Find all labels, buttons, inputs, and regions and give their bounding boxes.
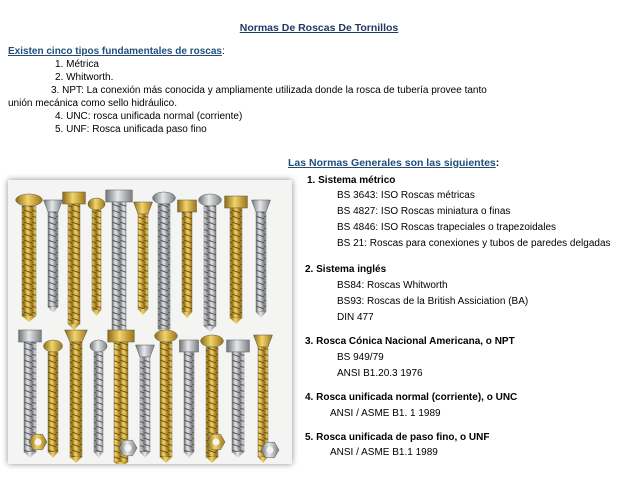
screw-tip-icon <box>140 452 150 458</box>
page-title: Normas De Roscas De Tornillos <box>239 22 399 34</box>
norms-heading: Las Normas Generales son las siguientes <box>288 157 496 169</box>
screws-illustration <box>8 180 292 464</box>
screw-tip-icon <box>114 462 128 464</box>
screw-shank-icon <box>184 352 194 452</box>
intro-heading: Existen cinco tipos fundamentales de roscas <box>8 46 222 57</box>
intro-colon: : <box>221 46 225 57</box>
section-title-npt: 3. Rosca Cónica Nacional Americana, o NPT <box>305 336 515 347</box>
screw-shank-icon <box>230 208 242 318</box>
screw-shank-icon <box>182 212 192 312</box>
screw-tip-icon <box>68 324 80 330</box>
screw-tip-icon <box>24 452 36 458</box>
screw-tip-icon <box>204 326 216 332</box>
screw-shank-icon <box>204 206 216 326</box>
nut-hole-icon <box>213 439 220 446</box>
screw-shank-icon <box>112 202 126 332</box>
screw-head-icon <box>201 335 224 347</box>
screw-shank-icon <box>22 206 36 316</box>
countersunk-head-icon <box>136 345 155 357</box>
countersunk-head-icon <box>134 202 153 214</box>
screw-tip-icon <box>256 312 266 318</box>
norm-item: BS 21: Roscas para conexiones y tubos de paredes delgadas <box>337 238 611 249</box>
bolt-head-icon <box>106 190 133 202</box>
norm-item: DIN 477 <box>337 312 374 323</box>
screw-tip-icon <box>160 457 172 463</box>
screw-shank-icon <box>92 210 101 310</box>
norms-colon: : <box>495 157 500 169</box>
nut-hole-icon <box>125 445 132 452</box>
bolt-head-icon <box>178 200 197 212</box>
countersunk-head-icon <box>252 200 271 212</box>
screw-head-icon <box>88 198 105 210</box>
screw-tip-icon <box>92 310 101 316</box>
screw-tip-icon <box>94 452 103 458</box>
bolt-head-icon <box>225 196 248 208</box>
section-title-unc: 4. Rosca unificada normal (corriente), o UNC <box>305 392 518 403</box>
norm-item: BS 949/79 <box>337 352 384 363</box>
screw-shank-icon <box>140 357 150 452</box>
screw-shank-icon <box>70 342 82 457</box>
screw-tip-icon <box>232 452 244 458</box>
bolt-head-icon <box>180 340 199 352</box>
intro-item: 2. Whitworth. <box>55 72 114 83</box>
screw-tip-icon <box>182 312 192 318</box>
norm-item: BS84: Roscas Whitworth <box>337 280 448 291</box>
norm-item: BS 4846: ISO Roscas trapeciales o trapezoidales <box>337 222 557 233</box>
countersunk-head-icon <box>44 200 63 212</box>
intro-heading-line <box>8 46 225 58</box>
norm-item: BS 4827: ISO Roscas miniatura o finas <box>337 206 511 217</box>
screw-shank-icon <box>138 214 148 309</box>
screw-shank-icon <box>160 342 172 457</box>
screw-shank-icon <box>94 352 103 452</box>
screw-head-icon <box>155 330 178 342</box>
screw-tip-icon <box>70 457 82 463</box>
intro-item: 4. UNC: rosca unificada normal (corriente) <box>55 111 243 122</box>
screw-head-icon <box>199 194 222 206</box>
intro-item: 1. Métrica <box>55 59 99 70</box>
screw-tip-icon <box>48 307 58 313</box>
bolt-head-icon <box>63 192 86 204</box>
norm-item: ANSI B1.20.3 1976 <box>337 368 423 379</box>
nut-hole-icon <box>267 447 274 454</box>
screw-tip-icon <box>138 309 148 315</box>
norms-heading-line <box>288 157 499 169</box>
norm-item: BS 3643: ISO Roscas métricas <box>337 190 475 201</box>
nut-hole-icon <box>35 439 42 446</box>
bolt-head-icon <box>108 330 135 342</box>
screw-shank-icon <box>68 204 80 324</box>
screw-tip-icon <box>184 452 194 458</box>
section-title-metric: 1. Sistema métrico <box>307 175 396 186</box>
norm-item: ANSI / ASME B1. 1 1989 <box>330 408 441 419</box>
bolt-head-icon <box>19 330 42 342</box>
section-title-english: 2. Sistema inglés <box>305 264 387 275</box>
screw-tip-icon <box>48 452 58 458</box>
norm-item: BS93: Roscas de la British Assiciation (BA) <box>337 296 529 307</box>
section-title-unf: 5. Rosca unificada de paso fino, o UNF <box>305 432 490 443</box>
countersunk-head-icon <box>254 335 273 347</box>
screw-head-icon <box>16 194 43 206</box>
intro-item: 5. UNF: Rosca unificada paso fino <box>55 124 207 135</box>
intro-item: 3. NPT: La conexión más conocida y ampliamente utilizada donde la rosca de tubería provee tanto <box>51 85 487 96</box>
screw-head-icon <box>90 340 107 352</box>
screw-shank-icon <box>256 212 266 312</box>
screws-photo <box>8 180 292 464</box>
screw-tip-icon <box>206 457 218 463</box>
screw-head-icon <box>44 340 63 352</box>
screw-tip-icon <box>230 318 242 324</box>
screw-shank-icon <box>232 352 244 452</box>
screw-shank-icon <box>48 352 58 452</box>
screw-shank-icon <box>158 204 170 329</box>
screw-tip-icon <box>22 316 36 322</box>
bolt-head-icon <box>227 340 250 352</box>
intro-item: unión mecánica como sello hidráulico. <box>8 98 177 109</box>
screw-shank-icon <box>258 347 268 457</box>
countersunk-head-icon <box>65 330 88 342</box>
screw-head-icon <box>153 192 176 204</box>
screw-shank-icon <box>48 212 58 307</box>
norm-item: ANSI / ASME B1.1 1989 <box>330 447 438 458</box>
